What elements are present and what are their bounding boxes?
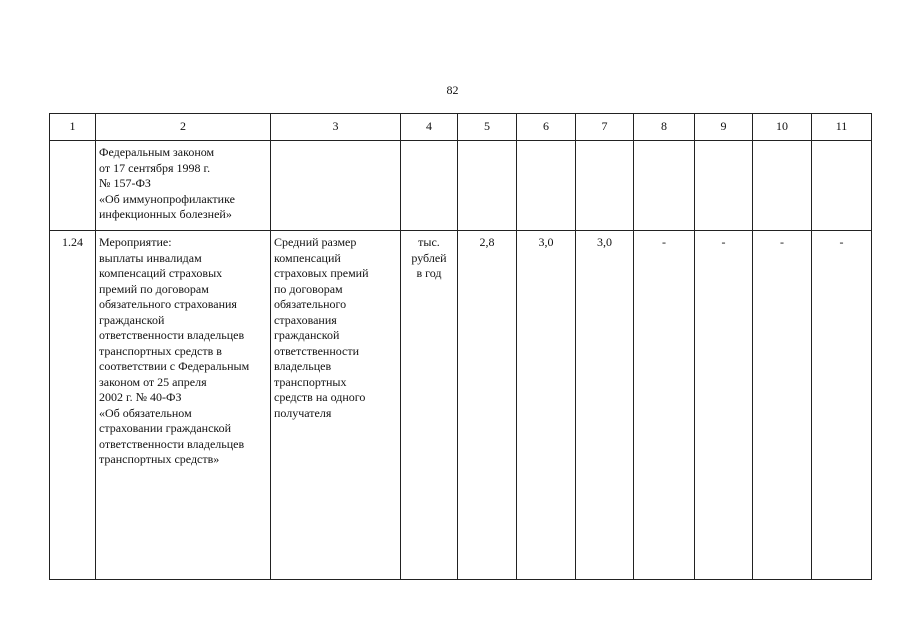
header-cell-11: 11 [812,114,872,141]
cell-indicator [271,141,401,231]
cell-value-11 [812,141,872,231]
header-cell-1: 1 [50,114,96,141]
cell-number: 1.24 [50,231,96,580]
cell-value-10 [753,141,812,231]
header-cell-2: 2 [96,114,271,141]
cell-number [50,141,96,231]
table-row-1-24 [50,231,872,580]
cell-value-9 [695,141,753,231]
cell-description: Мероприятие: выплаты инвалидам компенсаций страховых премий по договорам обязательного страхования гражданской ответственности владельцев транспортных средств в соответствии с Федеральным законом от 25 апреля 2002 г. № 40-ФЗ «Об обязательном страховании гражданской ответственности владельцев транспортных средств» [96,231,271,580]
cell-value-10: - [753,231,812,580]
cell-value-6: 3,0 [517,231,576,580]
cell-unit: тыс. рублей в год [401,231,458,580]
cell-value-7 [576,141,634,231]
header-cell-9: 9 [695,114,753,141]
data-table [49,113,872,580]
cell-value-11: - [812,231,872,580]
table-header-row [50,114,872,141]
cell-value-7: 3,0 [576,231,634,580]
cell-value-6 [517,141,576,231]
header-cell-8: 8 [634,114,695,141]
table-row-continuation [50,141,872,231]
cell-value-5 [458,141,517,231]
header-cell-7: 7 [576,114,634,141]
cell-unit [401,141,458,231]
header-cell-3: 3 [271,114,401,141]
header-cell-6: 6 [517,114,576,141]
header-cell-5: 5 [458,114,517,141]
cell-indicator: Средний размер компенсаций страховых премий по договорам обязательного страхования гражданской ответственности владельцев транспортных средств на одного получателя [271,231,401,580]
cell-description: Федеральным законом от 17 сентября 1998 г. № 157-ФЗ «Об иммунопрофилактике инфекционных болезней» [96,141,271,231]
header-cell-10: 10 [753,114,812,141]
header-cell-4: 4 [401,114,458,141]
cell-value-8 [634,141,695,231]
cell-value-5: 2,8 [458,231,517,580]
cell-value-8: - [634,231,695,580]
cell-value-9: - [695,231,753,580]
page-number: 82 [446,83,459,97]
